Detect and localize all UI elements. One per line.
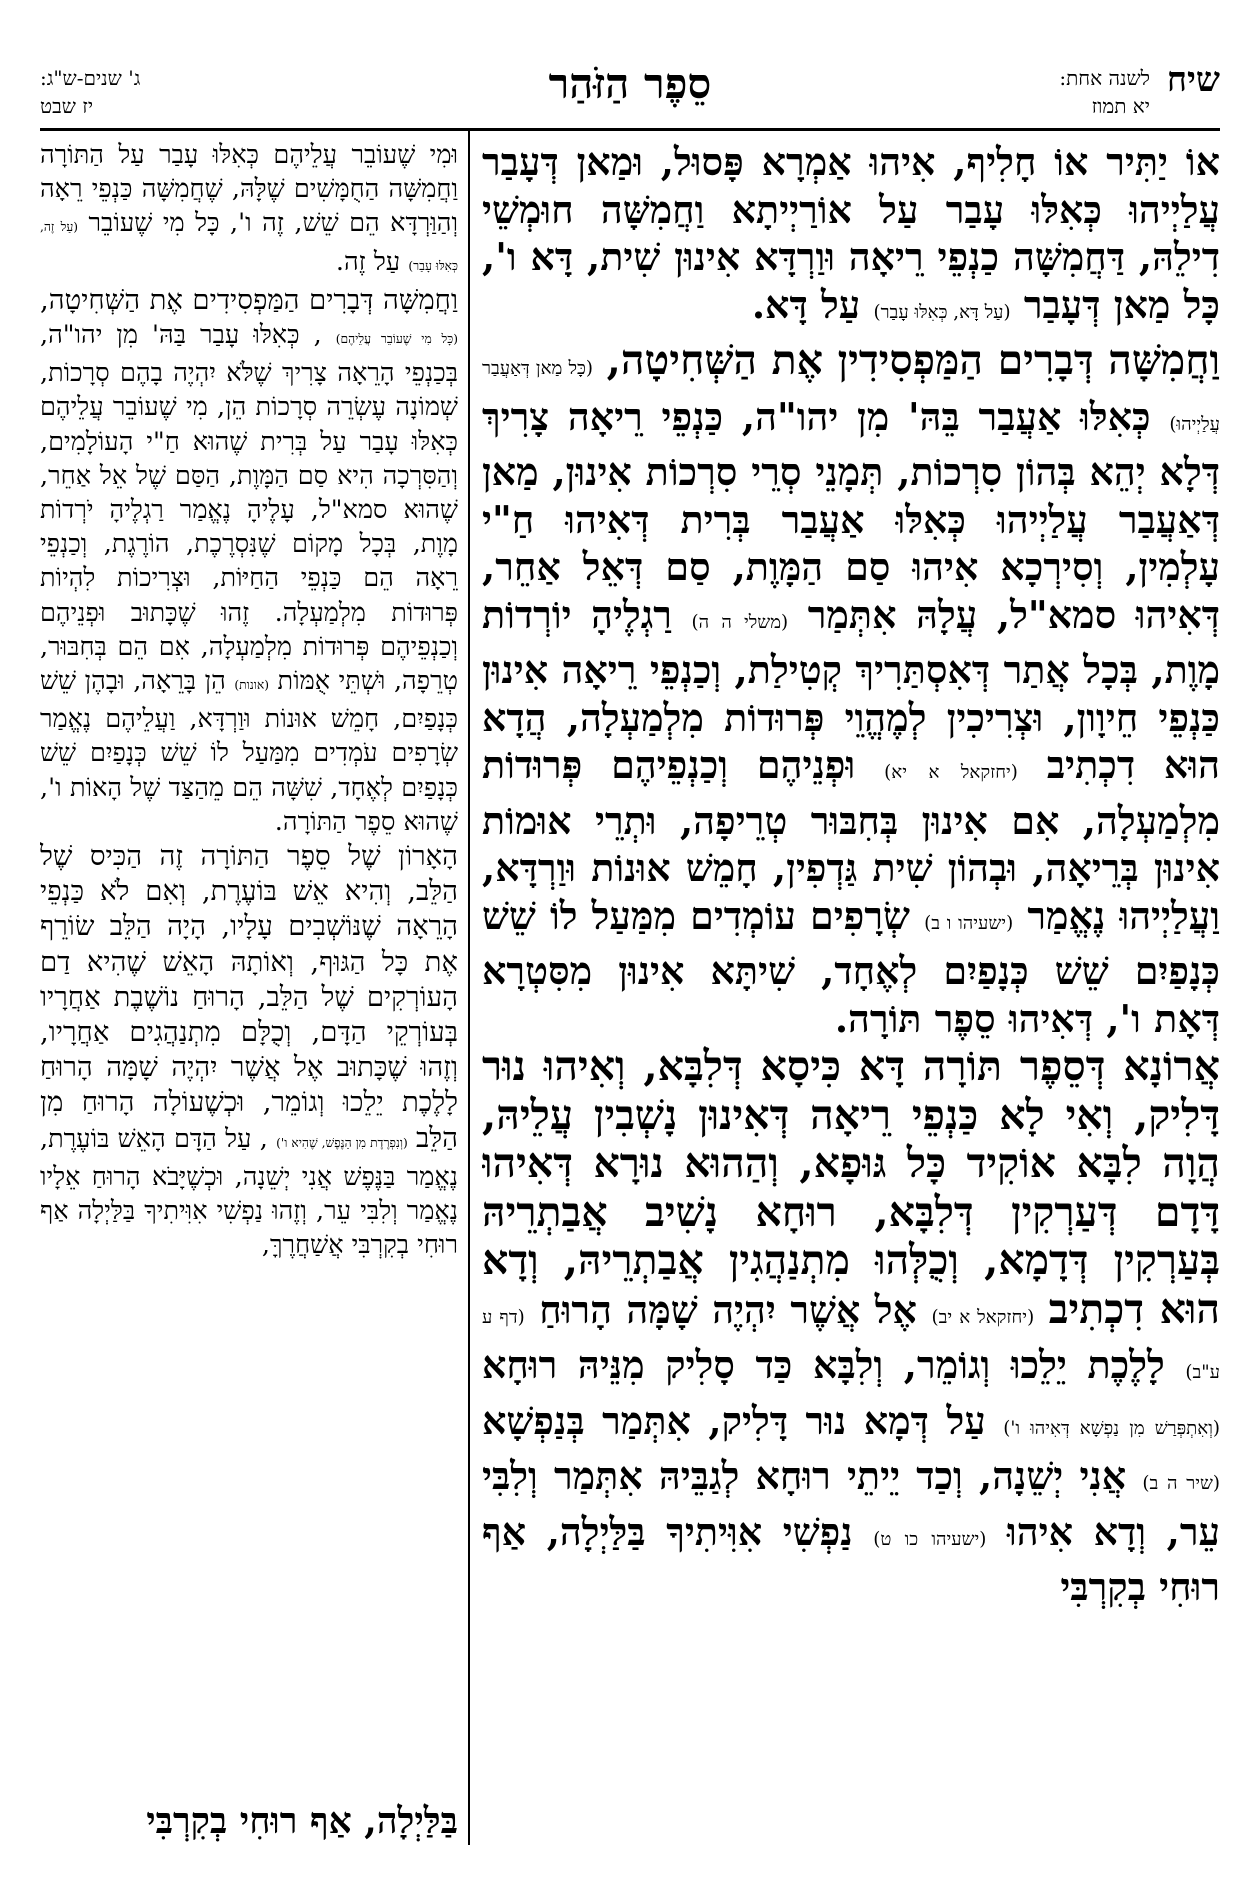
- text-run: אֲרוֹנָא דְּסֵפֶר תּוֹרָה דָּא כִּיסָא דְּלִבָּא, וְאִיהוּ נוּר דָּלִיק, וְאִי לָא כַּנְפֵי רֵיאָה דְּאִינוּן נָשְׁבִין עֲלֵיהּ, הֲוָה לִבָּא אוֹקִיד כָּל גּוּפָא, וְהַהוּא נוּרָא דְּאִיהוּ דָּדָם דְּעַרְקִין דְּלִבָּא, רוּחָא נָשִׁיב אֲבַתְרֵיהּ בְּעַרְקִין דְּדָמָא, וְכֻלְּהוּ מִתְנַהֲגִין אֲבַתְרֵיהּ, וְדָא הוּא דִכְתִיב: [482, 1041, 1220, 1333]
- inline-note: (וְנִפְרֶדֶת מִן הַנֶּפֶשׁ, שֶׁהִיא ו'): [276, 1135, 408, 1150]
- inline-note: (וְאִתְפְּרַשׁ מִן נַפְשָׁא דְּאִיהוּ ו'): [1003, 1417, 1220, 1439]
- book-title: סֵפֶר הַזֹּהַר: [548, 59, 712, 108]
- paragraph: [40, 283, 458, 839]
- text-run: וּפְנֵיהֶם וְכַנְפֵיהֶם פְּרוּדוֹת מִלְמַעְלָה, אִם אִינוּן בְּחִבּוּר טְרֵיפָה, וּתְרֵי אוּמוֹת אִינוּן בְּרֵיאָה, וּבְהוֹן שִׁית גַּדְפִין, חָמֵשׁ אוּנוֹת וּוַרְדָּא, וַעֲלַיְיהוּ נֶאֱמַר: [482, 742, 1220, 938]
- verse-reference: (יחזקאל א יא): [884, 762, 1018, 783]
- inline-note: (עַל זֶה, כְּאִלּוּ עָבַר): [40, 220, 458, 273]
- text-run: הֵן בָּרֵאָה, וּבָהֶן שֵׁשׁ כְּנָפַיִם, חָמֵשׁ אוּנוֹת וּוַרְדָּא, וַעֲלֵיהֶם נֶאֱמַר שְׂרָפִים עֹמְדִים מִמַּעַל לוֹ שֵׁשׁ כְּנָפַיִם שֵׁשׁ כְּנָפַיִם לְאֶחָד, שִׁשָּׁה הֵם מֵהַצַּד שֶׁל הָאוֹת ו', שֶׁהוּא סֵפֶר הַתּוֹרָה.: [40, 666, 458, 837]
- paragraph: [482, 1042, 1220, 1611]
- schedule-date: יז שבט: [40, 94, 94, 118]
- verse-reference: (יחזקאל א יב): [931, 1306, 1035, 1328]
- paragraph: [482, 138, 1220, 336]
- aramaic-text-column: [482, 138, 1220, 1848]
- inline-note: (עַל דָּא, כְּאִלּוּ עָבַר): [873, 301, 1011, 323]
- text-run: אוֹ יַתִּיר אוֹ חָלִיף, אִיהוּ אַמְרָא פָּסוּל, וּמַאן דְּעָבַר עֲלַיְיהוּ כְּאִלּוּ עָבַר עַל אוֹרַיְיתָא וַחֲמִשָּׁה חוּמְשֵׁי דִילֵהּ, דַּחֲמִשָּׁה כַנְפֵי רֵיאָה וּוַרְדָּא אִינוּן שִׁית, דָּא ו', כָּל מַאן דְּעָבַר: [482, 139, 1220, 327]
- text-run: , כְּאִלּוּ עָבַר בַּהּ' מִן יהו"ה, בְּכַנְפֵי הָרֵאָה צָרִיךְ שֶׁלֹּא יִהְיֶה בָהֶם סְרָכוֹת, שְׁמוֹנָה עֶשְׂרֵה סְרָכוֹת הֵן, מִי שֶׁעוֹבֵר עֲלֵיהֶם כְּאִלּוּ עָבַר עַל בְּרִית שֶׁהוּא חַ"י הָעוֹלָמִים, וְהַסִּרְכָה הִיא סַם הַמָּוֶת, הַסַּם שֶׁל אֵל אַחֵר, שֶׁהוּא סמא"ל, עָלֶיהָ נֶאֱמַר רַגְלֶיהָ יֹרְדוֹת מָוֶת, בְּכָל מָקוֹם שֶׁנִּסְרֶכֶת, הוֹרֶגֶת, וְכַנְפֵי רֵאָה הֵם כַּנְפֵי הַחַיּוֹת, וּצְרִיכוֹת לִהְיוֹת פְּרוּדוֹת מִלְמַעְלָה. זֶהוּ שֶׁכָּתוּב וּפְנֵיהֶם וְכַנְפֵיהֶם פְּרוּדוֹת מִלְמַעְלָה, אִם הֵם בְּחִבּוּר, טְרֵפָה, וּשְׁתֵּי אֻמּוֹת: [40, 320, 458, 697]
- paragraph: [482, 336, 1220, 1042]
- inline-note: (אונות): [234, 678, 269, 693]
- text-run: כְּאִלּוּ אַעֲבַר בֵּהּ' מִן יהו"ה, כַּנְפֵי רֵיאָה צָרִיךְ דְּלָא יְהֵא בְּהוֹן סִרְכוֹת, תְּמָנֵי סְרֵי סִרְכוֹת אִינוּן, מַאן דְּאַעֲבַר עֲלַיְיהוּ כְּאִלּוּ אַעֲבַר בְּרִית דְּאִיהוּ חַ"י עָלְמִין, וְסִירְכָא אִיהוּ סַם הַמָּוֶת, סַם דְּאֵל אַחֵר, דְּאִיהוּ סמא"ל, עֲלָהּ אִתְּמַר: [482, 393, 1220, 637]
- schedule-label: ג' שנים-ש"ג:: [40, 66, 141, 90]
- column-divider: [468, 128, 470, 1845]
- text-run: הָאָרוֹן שֶׁל סֵפֶר הַתּוֹרָה זֶה הַכִּיס שֶׁל הַלֵּב, וְהִיא אֵשׁ בּוֹעֶרֶת, וְאִם לֹא כַּנְפֵי הָרֵאָה שֶׁנּוֹשְׁבִים עָלָיו, הָיָה הַלֵּב שׂוֹרֵף אֶת כָּל הַגּוּף, וְאוֹתָהּ הָאֵשׁ שֶׁהִיא דַם הָעוֹרְקִים שֶׁל הַלֵּב, הָרוּחַ נוֹשֶׁבֶת אַחֲרָיו בְּעוֹרְקֵי הַדָּם, וְכֻלָּם מִתְנַהֲגִים אַחֲרָיו, וְזֶהוּ שֶׁכָּתוּב אֶל אֲשֶׁר יִהְיֶה שָׁמָּה הָרוּחַ לָלֶכֶת יֵלֵכוּ וְגוֹמֵר, וּכְשֶׁעוֹלָה הָרוּחַ מִן הַלֵּב: [40, 840, 458, 1154]
- folio-marker: (דף ע ע"ב): [482, 1306, 1220, 1383]
- inline-note: (כָּל מַאן דְּאַעֲבַר עֲלַיְיהוּ): [482, 358, 1220, 435]
- text-run: עַל דָּא.: [751, 281, 861, 327]
- reading-schedule-one-year: [950, 64, 1150, 120]
- hebrew-translation-column: [40, 138, 458, 1778]
- verse-reference: (ישעיהו ו ב): [924, 912, 1014, 934]
- text-run: , עַל הַדָּם הָאֵשׁ בּוֹעֶרֶת, נֶאֱמַר בַּנֶּפֶשׁ אֲנִי יְשֵׁנָה, וּכְשֶׁיָּבֹא הָרוּחַ אֵלָיו נֶאֱמַר וְלִבִּי עֵר, וְזֶהוּ נַפְשִׁי אִוִּיתִיךָ בַּלַּיְלָה אַף רוּחִי בְקִרְבִּי אֲשַׁחֲרֶךָּ,: [40, 1123, 458, 1261]
- text-run: נַפְשִׁי אִוִּיתִיךָ בַּלַּיְלָה, אַף רוּחִי בְקִרְבִּי: [482, 1508, 1220, 1609]
- schedule-label: לשנה אחת:: [1059, 66, 1150, 90]
- text-run: וַחֲמִשָּׁה דְּבָרִים הַמַּפְסִידִים אֶת הַשְּׁחִיטָה,: [40, 283, 458, 316]
- paragraph: [40, 138, 458, 283]
- page-header: [40, 54, 1220, 124]
- text-run: עַל זֶה.: [335, 246, 401, 277]
- verse-reference: (ישעיהו כו ט): [873, 1528, 987, 1550]
- text-run: רַגְלֶיהָ יוֹרְדוֹת מָוֶת, בְּכָל אֲתַר דְּאִסְתַּרִיךְ קְטִילַת, וְכַנְפֵי רֵיאָה אִינוּן כַּנְפֵי חֵיוָון, וּצְרִיכִין לְמֶהֱוֵי פְּרוּדוֹת מִלְמַעְלָה, הֲדָא הוּא דִכְתִיב: [482, 591, 1220, 787]
- text-run: לָלֶכֶת יֵלֵכוּ וְגוֹמֵר, וְלִבָּא כַּד סָלִיק מִנֵּיהּ רוּחָא: [482, 1342, 1165, 1387]
- text-run: עַל דְּמָא נוּר דָּלִיק, אִתְּמַר בְּנַפְשָׁא: [482, 1397, 986, 1443]
- paragraph: [40, 839, 458, 1262]
- verse-reference: (שיר ה ב): [1142, 1473, 1220, 1494]
- text-run: אֲנִי יְשֵׁנָה, וְכַד יֵיתֵי רוּחָא לְגַבֵּיהּ אִתְּמַר וְלִבִּי עֵר, וְדָא אִיהוּ: [482, 1453, 1220, 1554]
- text-run: אֶל אֲשֶׁר יִהְיֶה שָׁמָּה הָרוּחַ: [539, 1286, 917, 1332]
- inline-note: (כָּל מִי שֶׁעוֹבֵר עֲלֵיהֶם): [335, 332, 458, 347]
- reading-schedule-three-years: [40, 64, 240, 120]
- text-run: וּמִי שֶׁעוֹבֵר עֲלֵיהֶם כְּאִלּוּ עָבַר עַל הַתּוֹרָה וַחֲמִשָּׁה הַחֻמָּשִׁים שֶׁלָּהּ, שֶׁחֲמִשָּׁה כַּנְפֵי רֵאָה וְהַוַּרְדָּא הֵם שֵׁשׁ, זֶה ו', כָּל מִי שֶׁעוֹבֵר: [40, 140, 458, 239]
- schedule-date: יא תמוז: [1091, 94, 1150, 118]
- text-run: וַחֲמִשָּׁה דְּבָרִים הַמַּפְסִידִין אֶת הַשְּׁחִיטָה,: [606, 335, 1220, 384]
- page-number: שיח: [1166, 60, 1220, 100]
- header-rule: [40, 128, 1220, 131]
- text-run: שְׂרָפִים עוֹמְדִים מִמַּעַל לוֹ שֵׁשׁ כְּנָפַיִם שֵׁשׁ כְּנָפַיִם לְאֶחָד, שִׁיתָּא אִינוּן מִסִּטְרָא דְּאָת ו', דְּאִיהוּ סֵפֶר תּוֹרָה.: [482, 892, 1220, 1041]
- verse-reference: (משלי ה ה): [691, 611, 789, 633]
- continuation-line: בַּלַּיְלָה, אַף רוּחִי בְקִרְבִּי: [146, 1800, 458, 1842]
